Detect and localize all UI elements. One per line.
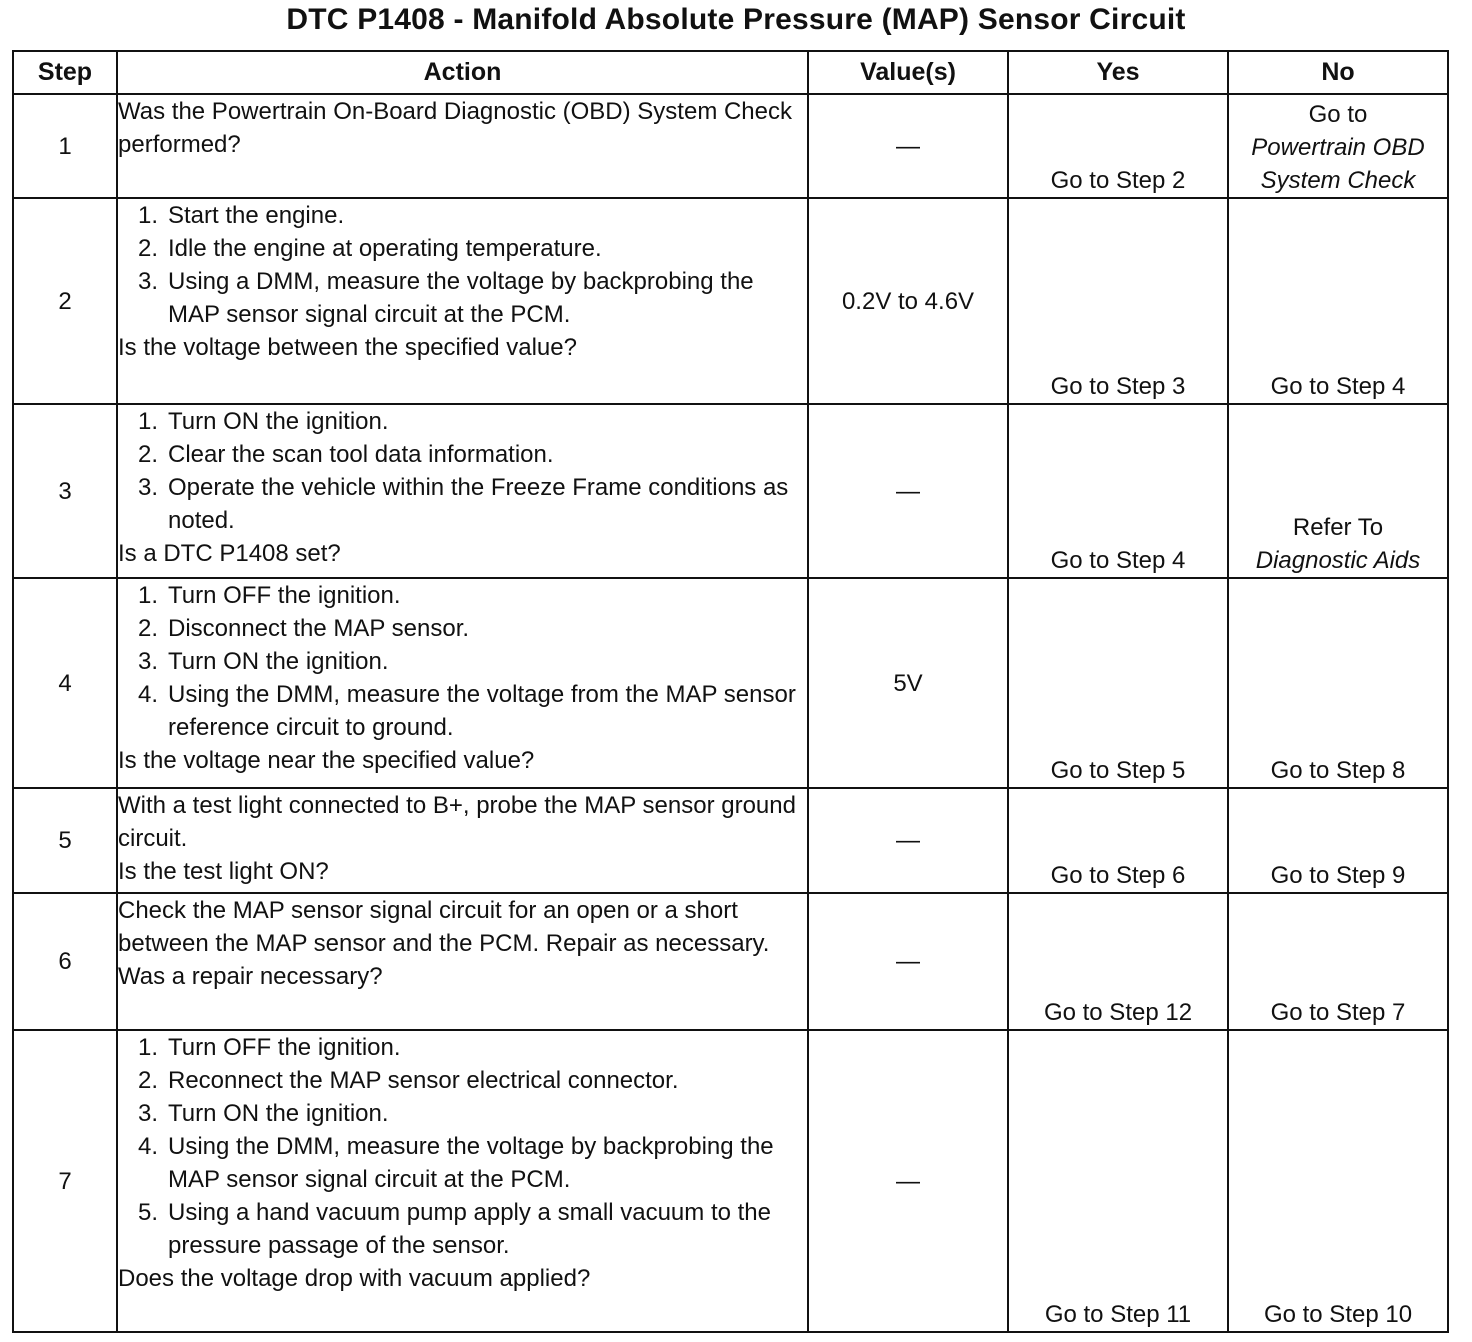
yes-cell: Go to Step 6: [1008, 788, 1228, 893]
step-number: 1: [13, 94, 117, 198]
page-title: DTC P1408 - Manifold Absolute Pressure (MAP) Sensor Circuit: [286, 3, 1186, 36]
instruction-list: [118, 199, 807, 331]
no-cell: Go to Step 8: [1228, 578, 1448, 788]
value-cell: —: [808, 893, 1008, 1030]
list-item: 2. Reconnect the MAP sensor electrical connector.: [138, 1067, 679, 1094]
table-row: [13, 578, 1448, 788]
no-reference: Powertrain OBD System Check: [1251, 134, 1425, 194]
header-step: Step: [13, 51, 117, 94]
header-no: No: [1228, 51, 1448, 94]
step-number: 6: [13, 893, 117, 1030]
yes-cell: Go to Step 12: [1008, 893, 1228, 1030]
action-question: Does the voltage drop with vacuum applied?: [118, 1265, 591, 1292]
no-cell: Go to Step 4: [1228, 198, 1448, 404]
list-item: 1. Start the engine.: [138, 202, 345, 229]
yes-cell: Go to Step 11: [1008, 1030, 1228, 1332]
action-question: Is the voltage between the specified value?: [118, 334, 577, 361]
list-item: 2. Clear the scan tool data information.: [138, 441, 554, 468]
table-row: [13, 893, 1448, 1030]
no-cell: [1228, 94, 1448, 198]
value-cell: —: [808, 94, 1008, 198]
instruction-list: [118, 405, 807, 537]
action-text: Was the Powertrain On-Board Diagnostic (OBD) System Check performed?: [118, 98, 793, 158]
table-row: [13, 404, 1448, 578]
header-row: [13, 51, 1448, 94]
list-item: 3. Operate the vehicle within the Freeze Frame conditions as noted.: [138, 474, 789, 534]
list-item: 2. Disconnect the MAP sensor.: [138, 615, 470, 642]
no-reference: Diagnostic Aids: [1255, 547, 1421, 574]
action-cell: [117, 94, 808, 198]
table-row: [13, 94, 1448, 198]
no-text: Go to: [1308, 101, 1368, 128]
instruction-list: [118, 1031, 807, 1262]
no-text: Refer To: [1292, 514, 1384, 541]
yes-cell: Go to Step 5: [1008, 578, 1228, 788]
step-number: 5: [13, 788, 117, 893]
list-item: 4. Using the DMM, measure the voltage by backprobing the MAP sensor signal circuit at the PCM.: [138, 1133, 774, 1193]
step-number: 7: [13, 1030, 117, 1332]
action-text: Check the MAP sensor signal circuit for an open or a short between the MAP sensor and the PCM. Repair as necessary.: [118, 897, 770, 957]
diagnostic-table: [12, 50, 1449, 1333]
action-cell: [117, 578, 808, 788]
action-cell: [117, 893, 808, 1030]
header-values: Value(s): [808, 51, 1008, 94]
value-cell: 5V: [808, 578, 1008, 788]
list-item: 3. Turn ON the ignition.: [138, 1100, 389, 1127]
list-item: 5. Using a hand vacuum pump apply a small vacuum to the pressure passage of the sensor.: [138, 1199, 771, 1259]
list-item: 3. Turn ON the ignition.: [138, 648, 389, 675]
action-cell: [117, 198, 808, 404]
table-row: [13, 198, 1448, 404]
value-cell: 0.2V to 4.6V: [808, 198, 1008, 404]
action-question: Was a repair necessary?: [118, 963, 383, 990]
list-item: 3. Using a DMM, measure the voltage by backprobing the MAP sensor signal circuit at the PCM.: [138, 268, 754, 328]
action-cell: [117, 404, 808, 578]
yes-cell: Go to Step 4: [1008, 404, 1228, 578]
action-text: With a test light connected to B+, probe the MAP sensor ground circuit.: [118, 792, 796, 852]
list-item: 1. Turn OFF the ignition.: [138, 582, 401, 609]
list-item: 1. Turn OFF the ignition.: [138, 1034, 401, 1061]
action-cell: [117, 788, 808, 893]
list-item: 4. Using the DMM, measure the voltage from the MAP sensor reference circuit to ground.: [138, 681, 796, 741]
list-item: 1. Turn ON the ignition.: [138, 408, 389, 435]
instruction-list: [118, 579, 807, 744]
no-cell: Go to Step 10: [1228, 1030, 1448, 1332]
action-question: Is the voltage near the specified value?: [118, 747, 535, 774]
step-number: 2: [13, 198, 117, 404]
table-row: [13, 788, 1448, 893]
yes-cell: Go to Step 2: [1008, 94, 1228, 198]
step-number: 3: [13, 404, 117, 578]
header-action: Action: [117, 51, 808, 94]
no-cell: Go to Step 7: [1228, 893, 1448, 1030]
no-cell: [1228, 404, 1448, 578]
action-question: Is the test light ON?: [118, 858, 329, 885]
no-cell: Go to Step 9: [1228, 788, 1448, 893]
value-cell: —: [808, 404, 1008, 578]
step-number: 4: [13, 578, 117, 788]
header-yes: Yes: [1008, 51, 1228, 94]
table-row: [13, 1030, 1448, 1332]
yes-cell: Go to Step 3: [1008, 198, 1228, 404]
action-cell: [117, 1030, 808, 1332]
value-cell: —: [808, 788, 1008, 893]
list-item: 2. Idle the engine at operating temperature.: [138, 235, 602, 262]
action-question: Is a DTC P1408 set?: [118, 540, 341, 567]
value-cell: —: [808, 1030, 1008, 1332]
